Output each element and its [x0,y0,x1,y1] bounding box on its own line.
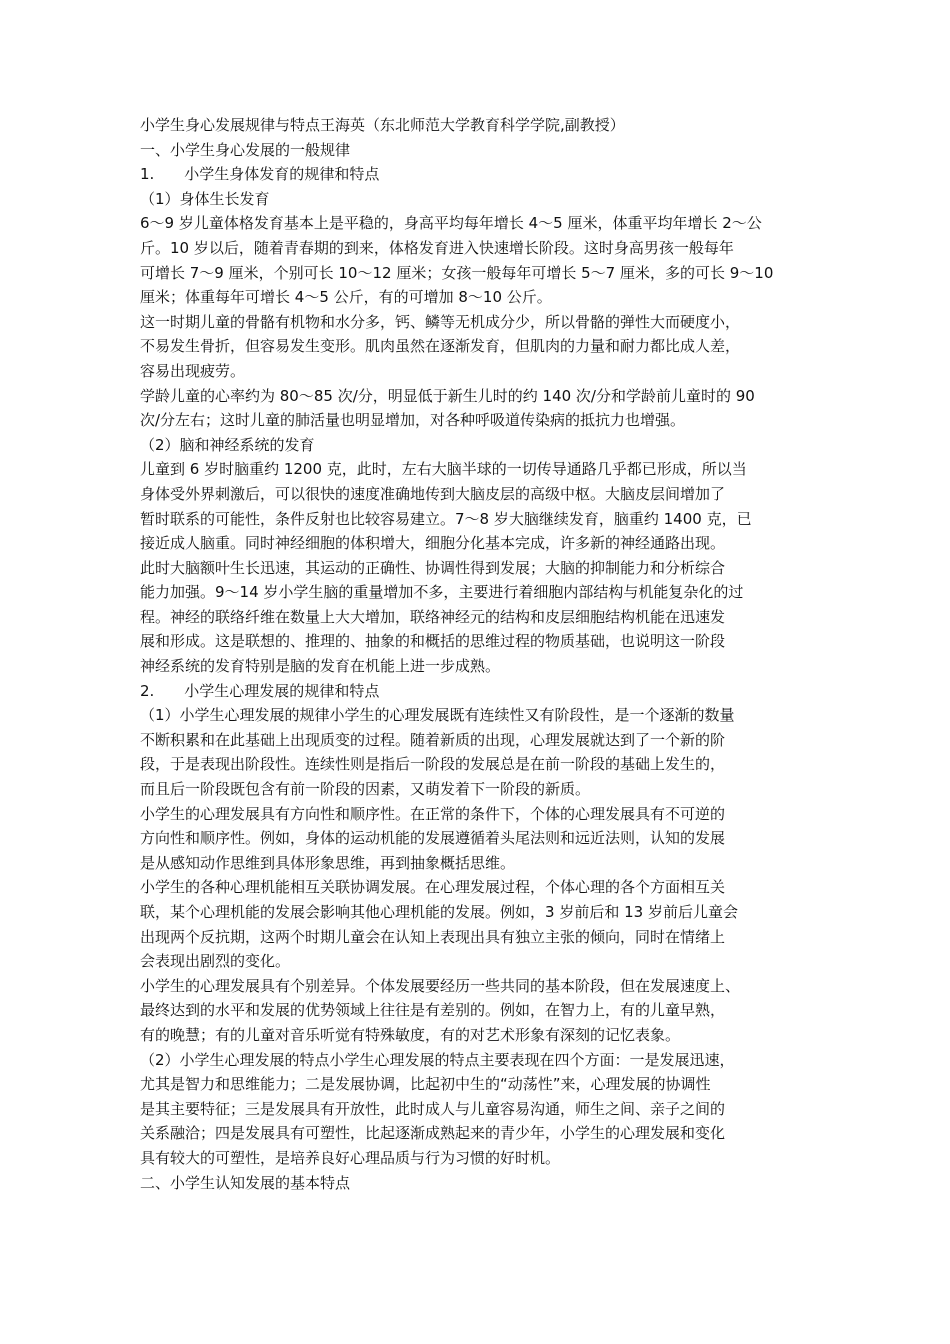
paragraph-line: 段，于是表现出阶段性。连续性则是指后一阶段的发展总是在前一阶段的基础上发生的， [140,755,726,774]
paragraph-line: 小学生的心理发展具有方向性和顺序性。在正常的条件下，个体的心理发展具有不可逆的 [140,804,726,823]
paragraph-line: 是其主要特征；三是发展具有开放性，此时成人与儿童容易沟通，师生之间、亲子之间的 [140,1099,726,1118]
section-heading-2: 二、小学生认知发展的基本特点 [140,1173,351,1192]
subsection-heading-1-2: （2）脑和神经系统的发育 [140,435,315,454]
paragraph-line: 儿童到 6 岁时脑重约 1200 克，此时，左右大脑半球的一切传导通路几乎都已形成，所以当 [140,460,747,479]
paragraph-line: 而且后一阶段既包含有前一阶段的因素，又萌发着下一阶段的新质。 [140,780,591,799]
paragraph-line: 不断积累和在此基础上出现质变的过程。随着新质的出现，心理发展就达到了一个新的阶 [140,730,726,749]
paragraph-line: 是从感知动作思维到具体形象思维，再到抽象概括思维。 [140,853,516,872]
paragraph-line: 小学生的各种心理机能相互关联协调发展。在心理发展过程，个体心理的各个方面相互关 [140,878,726,897]
paragraph-line: 能力加强。9～14 岁小学生脑的重量增加不多，主要进行着细胞内部结构与机能复杂化的过 [140,583,744,602]
paragraph-line: 这一时期儿童的骨骼有机物和水分多，钙、鳞等无机成分少，所以骨骼的弹性大而硬度小， [140,312,741,331]
paragraph-body-growth [140,211,820,309]
paragraph-line: 神经系统的发育特别是脑的发育在机能上进一步成熟。 [140,657,501,676]
paragraph-line: （1）小学生心理发展的规律小学生的心理发展既有连续性又有阶段性，是一个逐渐的数量 [140,706,735,725]
paragraph-individual-differences [140,974,820,1048]
paragraph-line: 会表现出剧烈的变化。 [140,952,291,971]
paragraph-line: 不易发生骨折，但容易发生变形。肌肉虽然在逐渐发育，但肌肉的力量和耐力都比成人差， [140,337,741,356]
paragraph-line: 尤其是智力和思维能力；二是发展协调，比起初中生的“动荡性”来，心理发展的协调性 [140,1075,711,1094]
section-heading-1: 一、小学生身心发展的一般规律 [140,140,351,159]
subsection-heading-2: 2. 小学生心理发展的规律和特点 [140,681,380,700]
paragraph-line: 最终达到的水平和发展的优势领域上往往是有差别的。例如，在智力上，有的儿童早熟， [140,1001,726,1020]
paragraph-line: 暂时联系的可能性，条件反射也比较容易建立。7～8 岁大脑继续发育，脑重约 1400 克，已 [140,509,752,528]
document-title: 小学生身心发展规律与特点王海英（东北师范大学教育科学学院,副教授） [140,116,625,134]
paragraph-line: 程。神经的联络纤维在数量上大大增加，联络神经元的结构和皮层细胞结构机能在迅速发 [140,607,726,626]
paragraph-brain [140,457,820,678]
paragraph-bones-muscles [140,310,820,384]
paragraph-line: 接近成人脑重。同时神经细胞的体积增大，细胞分化基本完成，许多新的神经通路出现。 [140,534,726,553]
paragraph-line: 可增长 7～9 厘米，个别可长 10～12 厘米；女孩一般每年可增长 5～7 厘米，多的可长 9～10 [140,263,774,282]
paragraph-line: 联，某个心理机能的发展会影响其他心理机能的发展。例如，3 岁前后和 13 岁前后儿童会 [140,903,738,921]
paragraph-characteristics [140,1048,820,1171]
paragraph-line: 6～9 岁儿童体格发育基本上是平稳的，身高平均每年增长 4～5 厘米，体重平均年增长 2～公 [140,214,762,233]
paragraph-line: 身体受外界刺激后，可以很快的速度准确地传到大脑皮层的高级中枢。大脑皮层间增加了 [140,484,726,503]
paragraph-line: 具有较大的可塑性，是培养良好心理品质与行为习惯的好时机。 [140,1148,561,1167]
paragraph-line: 容易出现疲劳。 [140,361,246,380]
subsection-heading-1: 1. 小学生身体发育的规律和特点 [140,165,380,184]
paragraph-direction-order [140,802,820,876]
paragraph-line: 次/分左右；这时儿童的肺活量也明显增加，对各种呼吸道传染病的抵抗力也增强。 [140,411,686,430]
paragraph-line: 有的晚慧；有的儿童对音乐听觉有特殊敏度，有的对艺术形象有深刻的记忆表象。 [140,1025,681,1044]
paragraph-line: 展和形成。这是联想的、推理的、抽象的和概括的思维过程的物质基础，也说明这一阶段 [140,632,726,651]
paragraph-line: 关系融洽；四是发展具有可塑性，比起逐渐成熟起来的青少年，小学生的心理发展和变化 [140,1124,726,1143]
paragraph-line: 斤。10 岁以后，随着青春期的到来，体格发育进入快速增长阶段。这时身高男孩一般每年 [140,238,734,257]
paragraph-coordination [140,875,820,973]
paragraph-line: 此时大脑额叶生长迅速，其运动的正确性、协调性得到发展；大脑的抑制能力和分析综合 [140,558,726,577]
paragraph-line: 厘米；体重每年可增长 4～5 公斤，有的可增加 8～10 公斤。 [140,288,552,307]
document-page [140,113,820,1195]
paragraph-line: 小学生的心理发展具有个别差异。个体发展要经历一些共同的基本阶段，但在发展速度上、 [140,976,741,995]
paragraph-line: （2）小学生心理发展的特点小学生心理发展的特点主要表现在四个方面：一是发展迅速， [140,1050,735,1069]
paragraph-continuity [140,703,820,801]
paragraph-line: 方向性和顺序性。例如，身体的运动机能的发展遵循着头尾法则和远近法则，认知的发展 [140,829,726,848]
paragraph-line: 出现两个反抗期，这两个时期儿童会在认知上表现出具有独立主张的倾向，同时在情绪上 [140,927,726,946]
paragraph-line: 学龄儿童的心率约为 80～85 次/分，明显低于新生儿时的约 140 次/分和学龄前儿童时的 90 [140,386,755,405]
paragraph-heart-lungs [140,384,820,433]
subsection-heading-1-1: （1）身体生长发育 [140,189,270,208]
